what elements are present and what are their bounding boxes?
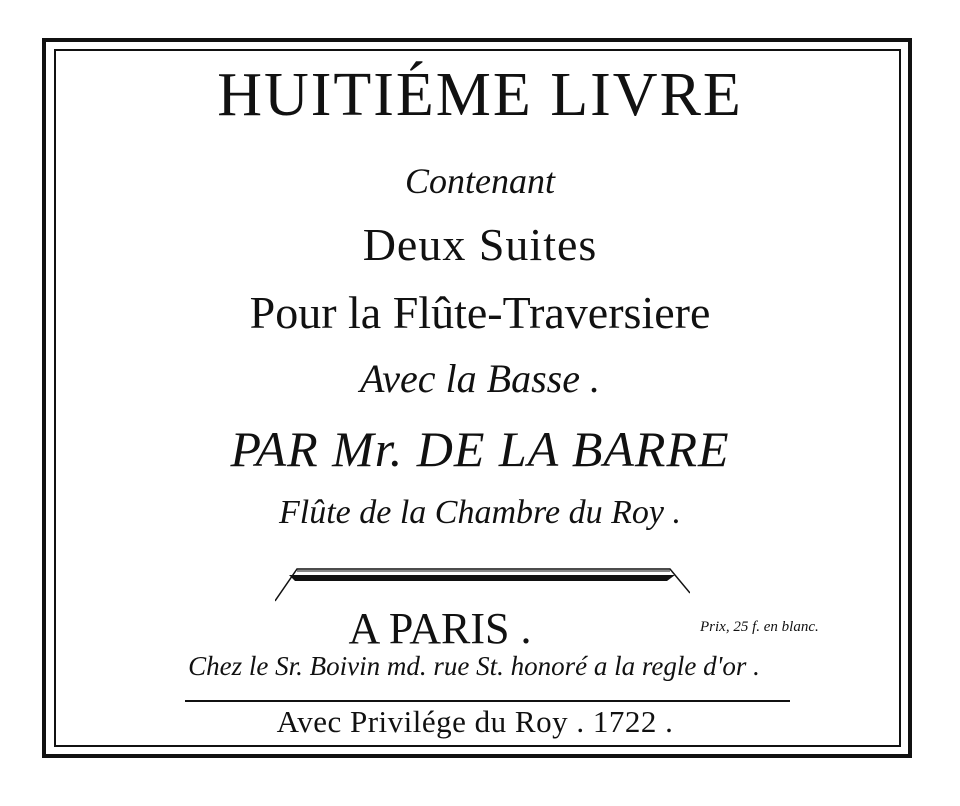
publisher-line: Chez le Sr. Boivin md. rue St. honoré a la regle d'or . [188, 651, 760, 681]
subtitle-deux-suites: Deux Suites [362, 219, 598, 270]
author-role: Flûte de la Chambre du Roy . [279, 494, 681, 531]
bottom-rule [185, 700, 790, 702]
page-title: HUITIÉME LIVRE [217, 61, 743, 129]
author-name: PAR Mr. DE LA BARRE [230, 421, 730, 477]
price-note: Prix, 25 f. en blanc. [700, 619, 819, 635]
subtitle-avec-la-basse: Avec la Basse . [360, 356, 600, 401]
contenant-text: Contenant [405, 161, 555, 201]
privilege-line: Avec Privilége du Roy . 1722 . [276, 704, 674, 739]
subtitle-flute-traversiere: Pour la Flûte-Traversiere [249, 287, 711, 338]
place-of-publication: A PARIS . [348, 604, 532, 653]
ornamental-rule [275, 563, 690, 603]
